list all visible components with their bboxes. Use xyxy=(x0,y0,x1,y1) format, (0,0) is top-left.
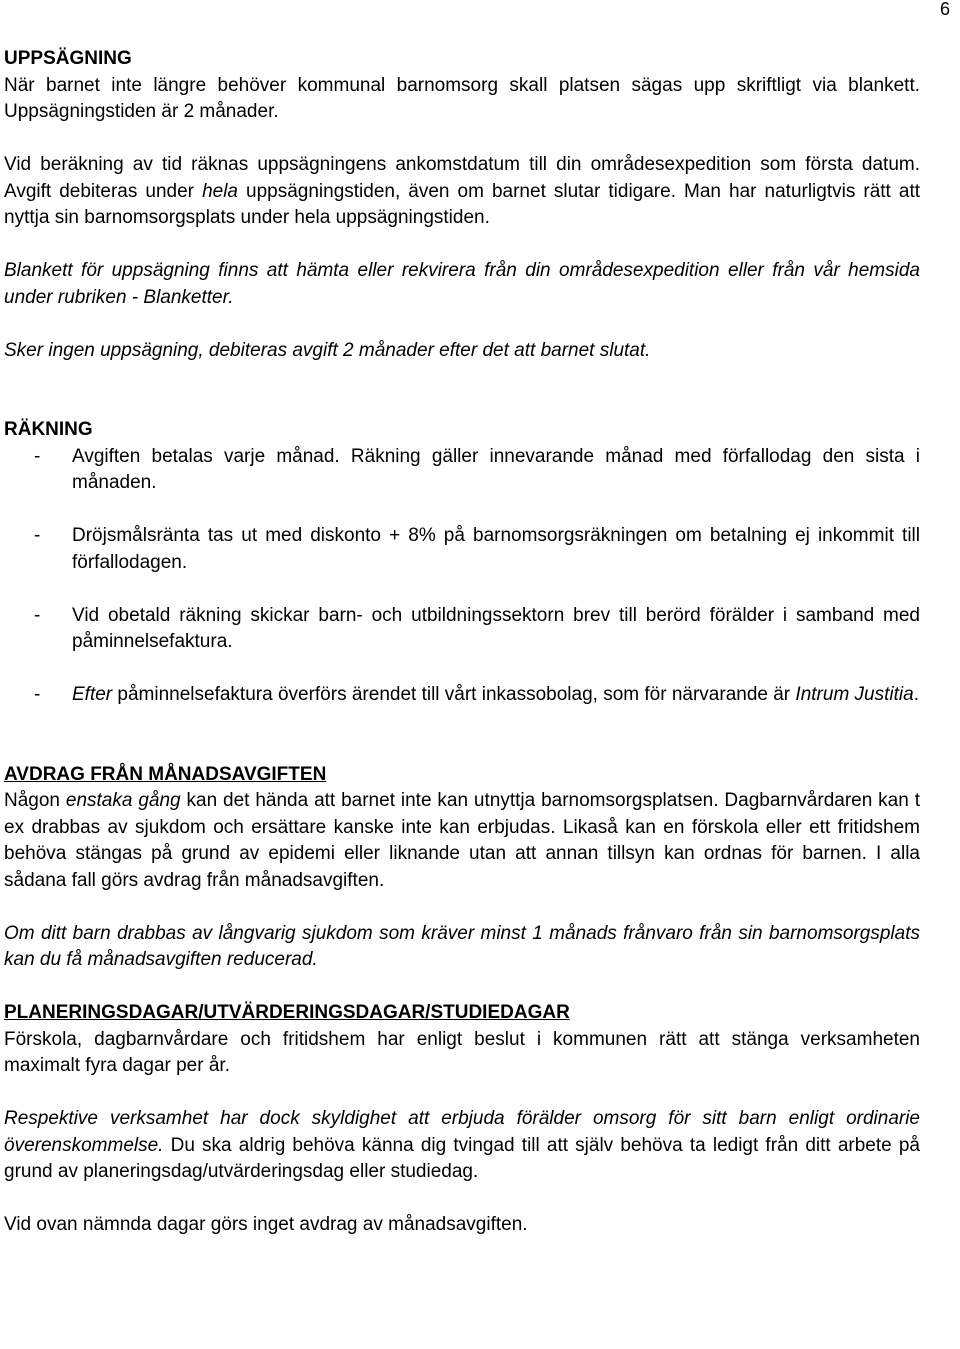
avdrag-paragraph-2: Om ditt barn drabbas av långvarig sjukdom som kräver minst 1 månads frånvaro från sin barnomsorgsplats kan du få månadsavgiften reducerad. xyxy=(4,922,920,970)
heading-avdrag: AVDRAG FRÅN MÅNADSAVGIFTEN xyxy=(4,763,327,785)
page-number: 6 xyxy=(939,0,950,19)
emphasis-hela: hela xyxy=(202,180,238,202)
text-span: Du ska aldrig behöva känna dig tvingad till att själv behöva ta ledigt från ditt arbete på grund av planeringsdag/utvärderingsdag eller studiedag. xyxy=(4,1134,920,1182)
bullet-dash: - xyxy=(34,525,41,546)
text-span: uppsägningstiden, även om barnet slutar tidigare. Man har naturligtvis rätt att nyttja sin barnomsorgsplats under hela uppsägningstiden. xyxy=(4,180,920,228)
emphasis-efter: Efter xyxy=(72,684,113,705)
avdrag-paragraph-1 xyxy=(4,788,920,894)
rakning-item-2: Dröjsmålsränta tas ut med diskonto + 8% på barnomsorgsräkningen om betalning ej inkommit till förfallodagen. xyxy=(72,525,920,573)
bullet-dash: - xyxy=(34,604,41,626)
emphasis-intrum: Intrum Justitia xyxy=(795,684,914,705)
uppsagning-paragraph-3: Blankett för uppsägning finns att hämta eller rekvirera från din områdesexpedition eller från vår hemsida under rubriken - Blanketter. xyxy=(4,260,920,308)
list-item xyxy=(4,523,920,576)
rakning-item-3: Vid obetald räkning skickar barn- och utbildningssektorn brev till berörd förälder i samband med påminnelsefaktura. xyxy=(72,604,920,652)
bullet-dash: - xyxy=(34,684,41,705)
section-planering xyxy=(4,1000,920,1239)
list-item xyxy=(4,682,920,709)
text-span: . xyxy=(913,684,919,705)
planering-paragraph-3: Vid ovan nämnda dagar görs inget avdrag av månadsavgiften. xyxy=(4,1214,528,1235)
section-avdrag xyxy=(4,762,920,974)
bullet-dash: - xyxy=(34,445,41,467)
document-body xyxy=(4,46,920,1239)
text-span: påminnelsefaktura överförs ärendet till vårt inkassobolag, som för närvarande är xyxy=(112,684,796,705)
uppsagning-paragraph-1: När barnet inte längre behöver kommunal barnomsorg skall platsen sägas upp skriftligt via blankett. Uppsägningstiden är 2 månader. xyxy=(4,74,920,122)
rakning-item-4 xyxy=(72,682,920,709)
text-span: Någon xyxy=(4,790,66,811)
emphasis-enstaka: enstaka gång xyxy=(65,790,181,811)
text-span: kan det hända att barnet inte kan utnyttja barnomsorgsplatsen. Dagbarnvårdaren kan t ex drabbas av sjukdom och ersättare kanske inte kan erbjudas. Likaså kan en förskola eller ett fritidshem behöva stängas på grund av epidemi eller liknande utan att annan tillsyn kan ordnas för barnen. I alla sådana fall görs avdrag från månadsavgiften. xyxy=(4,790,920,891)
heading-rakning: RÄKNING xyxy=(4,419,93,440)
emphasis-respektive: Respektive verksamhet har dock skyldighet att erbjuda förälder omsorg för sitt barn enligt ordinarie överenskommelse. xyxy=(4,1108,920,1156)
section-uppsagning xyxy=(4,46,920,364)
planering-paragraph-1: Förskola, dagbarnvårdare och fritidshem har enligt beslut i kommunen rätt att stänga verksamheten maximalt fyra dagar per år. xyxy=(4,1028,920,1076)
planering-paragraph-2 xyxy=(4,1106,920,1186)
heading-planering: PLANERINGSDAGAR/UTVÄRDERINGSDAGAR/STUDIEDAGAR xyxy=(4,1002,570,1023)
list-item xyxy=(4,603,920,656)
text-span: Vid beräkning av tid räknas uppsägningens ankomstdatum till din områdesexpedition som första datum. Avgift debiteras under xyxy=(4,154,920,202)
rakning-item-1: Avgiften betalas varje månad. Räkning gäller innevarande månad med förfallodag den sista i månaden. xyxy=(72,445,920,493)
uppsagning-paragraph-2 xyxy=(4,152,920,232)
list-item xyxy=(4,444,920,497)
heading-uppsagning: UPPSÄGNING xyxy=(4,48,132,69)
uppsagning-paragraph-4: Sker ingen uppsägning, debiteras avgift 2 månader efter det att barnet slutat. xyxy=(4,339,651,361)
section-rakning xyxy=(4,417,920,709)
